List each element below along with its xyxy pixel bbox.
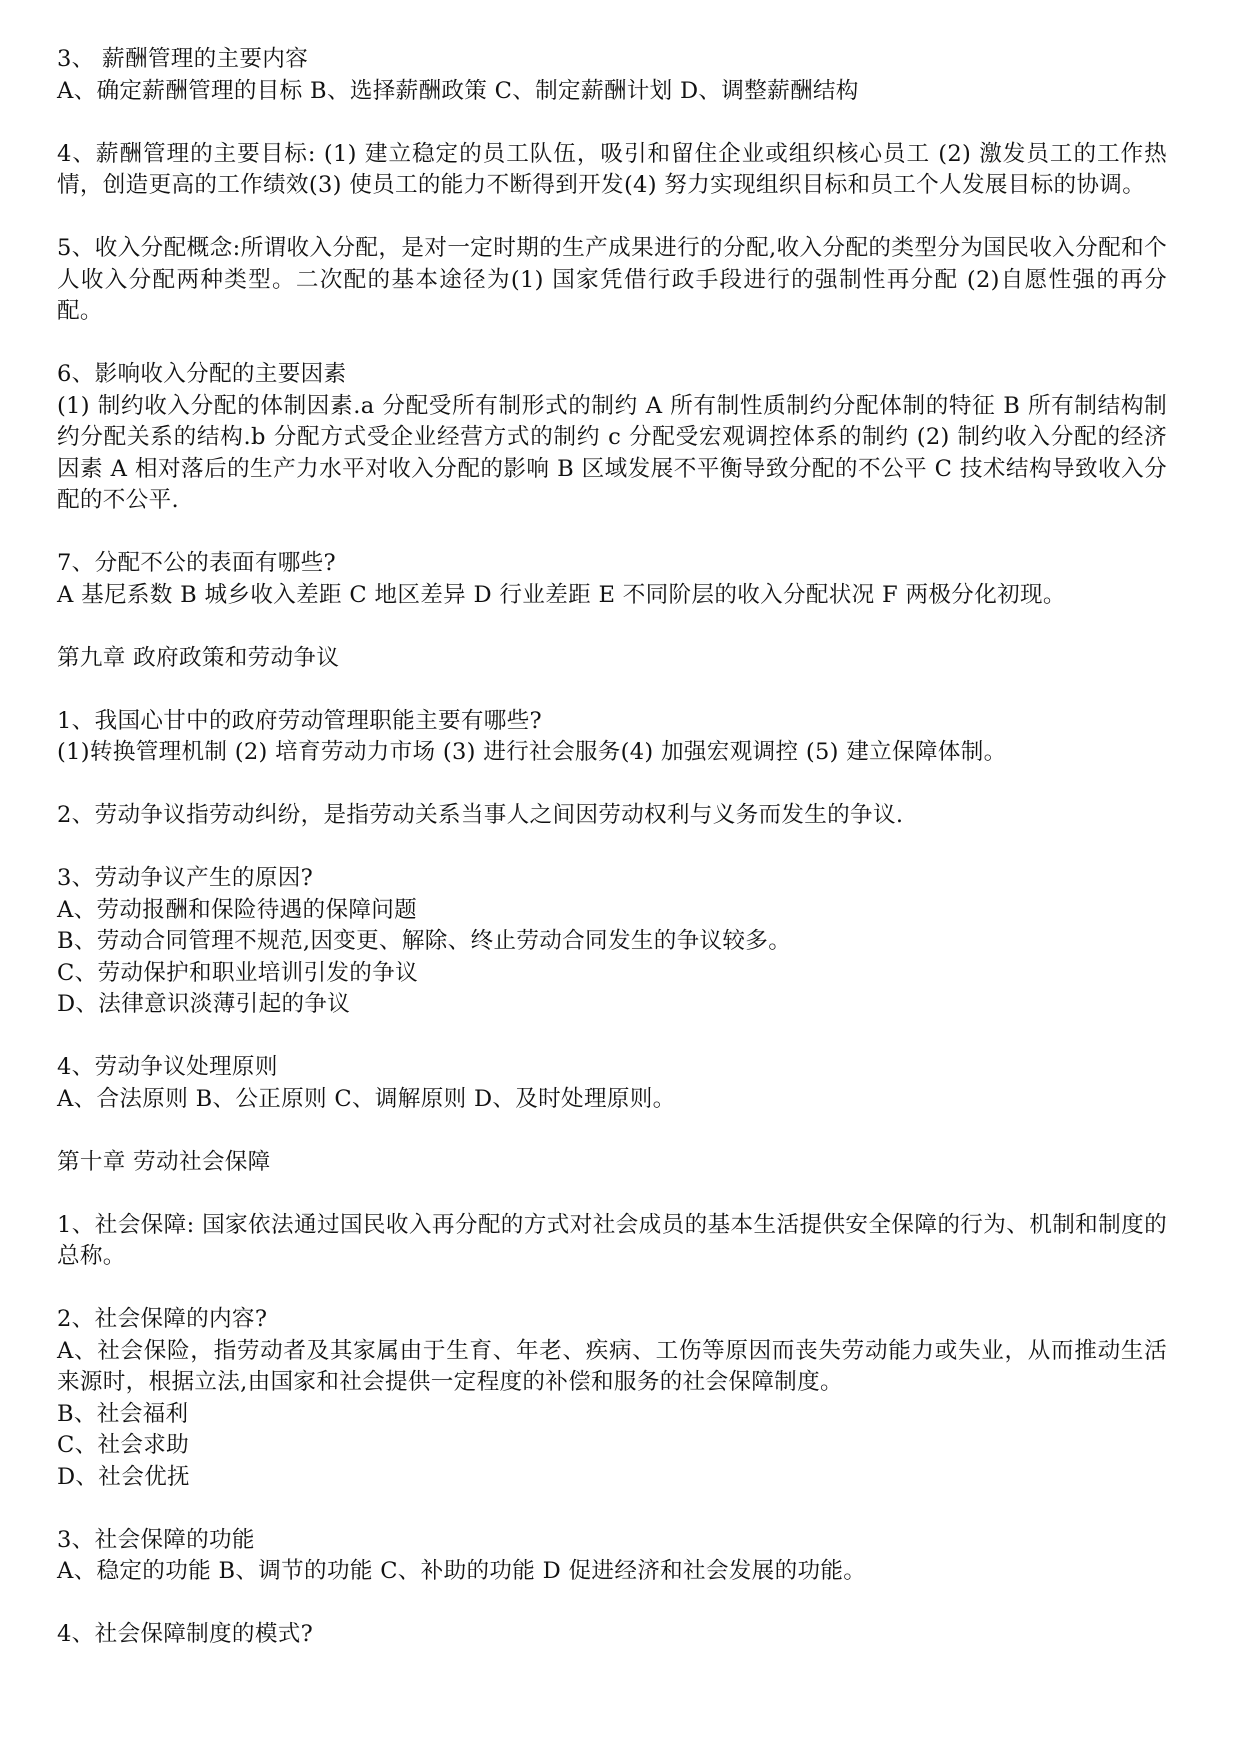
section-paragraph: (1) 制约收入分配的体制因素.a 分配受所有制形式的制约 A 所有制性质制约分配体制的特征 B 所有制结构制约分配关系的结构.b 分配方式受企业经营方式的制约 c 分配受宏观调控体系的制约 (2) 制约收入分配的经济因素 A 相对落后的生产力水平对收入分配的影响 B 区域发展不平衡导致分配的不公平 C 技术结构导致收入分配的不公平. — [57, 392, 1167, 513]
section-line: 2、劳动争议指劳动纠纷，是指劳动关系当事人之间因劳动权利与义务而发生的争议. — [57, 802, 904, 828]
list-item: A、劳动报酬和保险待遇的保障问题 — [57, 896, 418, 923]
section-line: A、稳定的功能 B、调节的功能 C、补助的功能 D 促进经济和社会发展的功能。 — [57, 1558, 867, 1584]
ch9-section-4-dispute-principles — [57, 1052, 1167, 1115]
chapter-10-heading — [57, 1147, 1167, 1179]
list-item: B、劳动合同管理不规范,因变更、解除、终止劳动合同发生的争议较多。 — [57, 928, 792, 954]
ch10-section-1-social-security-definition — [57, 1210, 1167, 1273]
document-page — [57, 44, 1167, 1682]
ch10-section-3-social-security-functions — [57, 1525, 1167, 1588]
section-heading: 4、社会保障制度的模式? — [57, 1621, 314, 1647]
section-line: A 基尼系数 B 城乡收入差距 C 地区差异 D 行业差距 E 不同阶层的收入分配状况 F 两极分化初现。 — [57, 581, 1066, 608]
section-line: A、合法原则 B、公正原则 C、调解原则 D、及时处理原则。 — [57, 1085, 676, 1112]
section-heading: 3、 薪酬管理的主要内容 — [57, 46, 309, 72]
section-paragraph: A、社会保险，指劳动者及其家属由于生育、年老、疾病、工伤等原因而丧失劳动能力或失业，从而推动生活来源时，根据立法,由国家和社会提供一定程度的补偿和服务的社会保障制度。 — [57, 1337, 1167, 1395]
section-heading: 3、劳动争议产生的原因? — [57, 865, 314, 891]
section-heading: 3、社会保障的功能 — [57, 1526, 255, 1553]
list-item: D、法律意识淡薄引起的争议 — [57, 991, 351, 1017]
section-heading: 4、劳动争议处理原则 — [57, 1054, 278, 1080]
list-item: B、社会福利 — [57, 1400, 189, 1427]
list-item: D、社会优抚 — [57, 1463, 190, 1490]
section-6-distribution-factors — [57, 359, 1167, 517]
chapter-9-heading — [57, 643, 1167, 675]
section-line: (1)转换管理机制 (2) 培育劳动力市场 (3) 进行社会服务(4) 加强宏观调控 (5) 建立保障体制。 — [57, 739, 1007, 765]
section-paragraph: 4、薪酬管理的主要目标: (1) 建立稳定的员工队伍，吸引和留住企业或组织核心员工 (2) 激发员工的工作热情，创造更高的工作绩效(3) 使员工的能力不断得到开发(4) 努力实现组织目标和员工个人发展目标的协调。 — [57, 140, 1167, 198]
ch10-section-2-social-security-content — [57, 1304, 1167, 1493]
section-heading: 6、影响收入分配的主要因素 — [57, 361, 347, 387]
section-7-unfair-distribution — [57, 548, 1167, 611]
list-item: C、社会求助 — [57, 1432, 190, 1458]
section-3-salary-content — [57, 44, 1167, 107]
section-line: A、确定薪酬管理的目标 B、选择薪酬政策 C、制定薪酬计划 D、调整薪酬结构 — [57, 77, 859, 104]
chapter-title: 第十章 劳动社会保障 — [57, 1148, 271, 1175]
ch10-section-4-social-security-modes — [57, 1619, 1167, 1651]
section-5-income-distribution — [57, 233, 1167, 328]
section-paragraph: 1、社会保障: 国家依法通过国民收入再分配的方式对社会成员的基本生活提供安全保障的行为、机制和制度的总称。 — [57, 1211, 1167, 1269]
ch9-section-1-government-functions — [57, 706, 1167, 769]
section-4-salary-goals — [57, 139, 1167, 202]
section-heading: 1、我国心甘中的政府劳动管理职能主要有哪些? — [57, 707, 542, 734]
list-item: C、劳动保护和职业培训引发的争议 — [57, 959, 418, 986]
ch9-section-3-dispute-causes — [57, 863, 1167, 1021]
section-heading: 7、分配不公的表面有哪些? — [57, 550, 336, 576]
section-paragraph: 5、收入分配概念:所谓收入分配，是对一定时期的生产成果进行的分配,收入分配的类型分为国民收入分配和个人收入分配两种类型。二次配的基本途径为(1) 国家凭借行政手段进行的强制性再分配 (2)自愿性强的再分配。 — [57, 235, 1167, 324]
chapter-title: 第九章 政府政策和劳动争议 — [57, 644, 340, 671]
ch9-section-2-labor-dispute-definition — [57, 800, 1167, 832]
section-heading: 2、社会保障的内容? — [57, 1306, 268, 1332]
